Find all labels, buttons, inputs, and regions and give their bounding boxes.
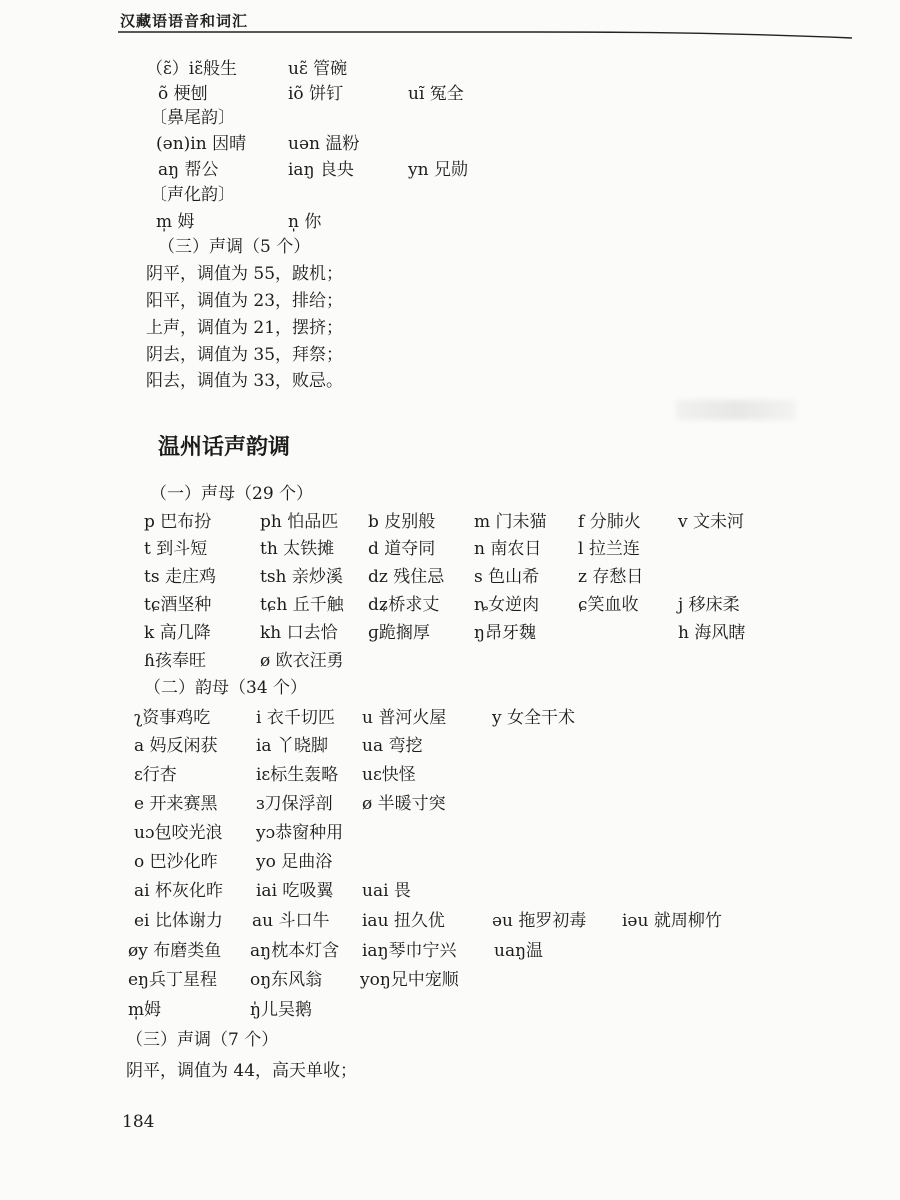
initial-entry: z 存愁日 — [578, 567, 644, 587]
initial-entry: ɕ笑血收 — [578, 595, 639, 615]
final-entry: uɛ快怪 — [362, 765, 416, 785]
tone-line: 阳平，调值为 23，排给； — [146, 291, 344, 311]
initial-entry: p 巴布扮 — [144, 512, 212, 532]
final-entry: aŋ枕本灯含 — [250, 941, 340, 961]
final-entry: u 普河火屋 — [362, 708, 447, 728]
initial-entry: s 色山希 — [474, 567, 540, 587]
initial-entry: tsh 亲炒溪 — [260, 567, 343, 587]
final-entry: ø 半暖寸突 — [362, 794, 446, 814]
initials-header: （一）声母（29 个） — [150, 484, 314, 504]
tone-line: 阴平，调值为 55，跛机； — [146, 264, 344, 284]
section-title: 温州话声韵调 — [158, 435, 291, 460]
tone-line: 阴平，调值为 44，高天单收； — [126, 1061, 358, 1081]
final-entry: iɛ标生轰略 — [256, 765, 339, 785]
initial-entry: m 门未猫 — [474, 512, 547, 532]
tone-line: 上声，调值为 21，摆挤； — [146, 318, 344, 338]
final-entry: ɜ刀保浮剖 — [256, 794, 333, 814]
final-entry: ŋ̍儿吴鹅 — [250, 1000, 312, 1020]
subcategory-nasal: 〔鼻尾韵〕 — [150, 108, 235, 128]
final-entry: iõ 饼钉 — [288, 84, 344, 104]
final-entry: uaŋ温 — [494, 941, 544, 961]
initial-entry: b 皮别般 — [368, 512, 436, 532]
final-entry: yɔ恭窗种用 — [256, 823, 344, 843]
final-entry: au 斗口牛 — [252, 911, 330, 931]
initial-entry: kh 口去恰 — [260, 623, 338, 643]
running-head: 汉藏语语音和词汇 — [120, 12, 249, 30]
page-number: 184 — [122, 1112, 155, 1132]
initial-entry: dz 残住忌 — [368, 567, 445, 587]
initial-entry: th 太铁摊 — [260, 539, 335, 559]
final-entry: m̩姆 — [128, 1000, 162, 1020]
initial-entry: ts 走庄鸡 — [144, 567, 216, 587]
final-entry: y 女全干术 — [492, 708, 576, 728]
final-entry: iai 吃吸翼 — [256, 881, 334, 901]
final-entry: iəu 就周柳竹 — [622, 911, 722, 931]
final-entry: ei 比体谢力 — [134, 911, 223, 931]
initial-entry: ø 欧衣汪勇 — [260, 651, 344, 671]
final-entry: (ən)in 因晴 — [156, 134, 247, 154]
tone-section-header: （三）声调（5 个） — [158, 237, 311, 257]
header-rule — [118, 28, 852, 40]
final-entry: uɔ包咬光浪 — [134, 823, 223, 843]
initial-entry: ɦ孩奉旺 — [144, 651, 206, 671]
final-entry: əu 拖罗初毒 — [492, 911, 587, 931]
finals-header: （二）韵母（34 个） — [144, 678, 308, 698]
final-entry: i 衣千切匹 — [256, 708, 335, 728]
final-entry: eŋ兵丁星程 — [128, 970, 218, 990]
tone-section-header: （三）声调（7 个） — [126, 1030, 279, 1050]
initial-entry: ȵ女逆肉 — [474, 595, 540, 615]
initial-entry: f 分肺火 — [578, 512, 641, 532]
final-entry: o 巴沙化昨 — [134, 852, 218, 872]
initial-entry: dʑ桥求丈 — [368, 595, 440, 615]
final-entry: oŋ东风翁 — [250, 970, 323, 990]
initial-entry: l 拉兰连 — [578, 539, 640, 559]
tone-line: 阴去，调值为 35，拜祭； — [146, 345, 344, 365]
initial-entry: h 海风瞎 — [678, 623, 746, 643]
initial-entry: v 文未河 — [678, 512, 745, 532]
initial-entry: tɕh 丘千触 — [260, 595, 344, 615]
final-entry: iaŋ琴巾宁兴 — [362, 941, 457, 961]
initial-entry: k 高几降 — [144, 623, 211, 643]
final-entry: uai 畏 — [362, 881, 411, 901]
final-entry: uɛ̃ 管碗 — [288, 59, 348, 79]
initial-entry: t 到斗短 — [144, 539, 208, 559]
tone-line: 阳去，调值为 33，败忌。 — [146, 371, 344, 391]
final-entry: n̩ 你 — [288, 212, 322, 232]
final-entry: yoŋ兄中宠顺 — [360, 970, 459, 990]
initial-entry: n 南农日 — [474, 539, 542, 559]
final-entry: øy 布磨类鱼 — [128, 941, 222, 961]
initial-entry: ŋ昂牙魏 — [474, 623, 536, 643]
initial-entry: d 道夺同 — [368, 539, 436, 559]
final-entry: aŋ 帮公 — [158, 160, 219, 180]
subcategory-syllabic: 〔声化韵〕 — [150, 185, 235, 205]
final-entry: ɛ行杏 — [134, 765, 177, 785]
final-entry: uən 温粉 — [288, 134, 360, 154]
final-entry: a 妈反闲获 — [134, 736, 218, 756]
initial-entry: j 移床柔 — [678, 595, 740, 615]
final-entry: uĩ 冤全 — [408, 84, 464, 104]
initial-entry: tɕ酒坚种 — [144, 595, 212, 615]
final-entry: e 开来赛黑 — [134, 794, 218, 814]
final-entry: ia 丫晓脚 — [256, 736, 328, 756]
initial-entry: ɡ跪搁厚 — [368, 623, 430, 643]
final-entry: m̩ 姆 — [156, 212, 195, 232]
final-entry: õ 梗刨 — [158, 84, 208, 104]
final-entry: iaŋ 良央 — [288, 160, 354, 180]
bleed-through-smudge — [676, 400, 796, 420]
initial-entry: ph 怕品匹 — [260, 512, 339, 532]
final-entry: yn 兄勋 — [408, 160, 468, 180]
final-entry: （ɛ̃）iɛ̃般生 — [146, 59, 238, 79]
final-entry: iau 扭久优 — [362, 911, 445, 931]
final-entry: ua 弯挖 — [362, 736, 423, 756]
final-entry: ʅ资事鸡吃 — [134, 708, 211, 728]
final-entry: yo 足曲浴 — [256, 852, 333, 872]
final-entry: ai 杯灰化昨 — [134, 881, 223, 901]
